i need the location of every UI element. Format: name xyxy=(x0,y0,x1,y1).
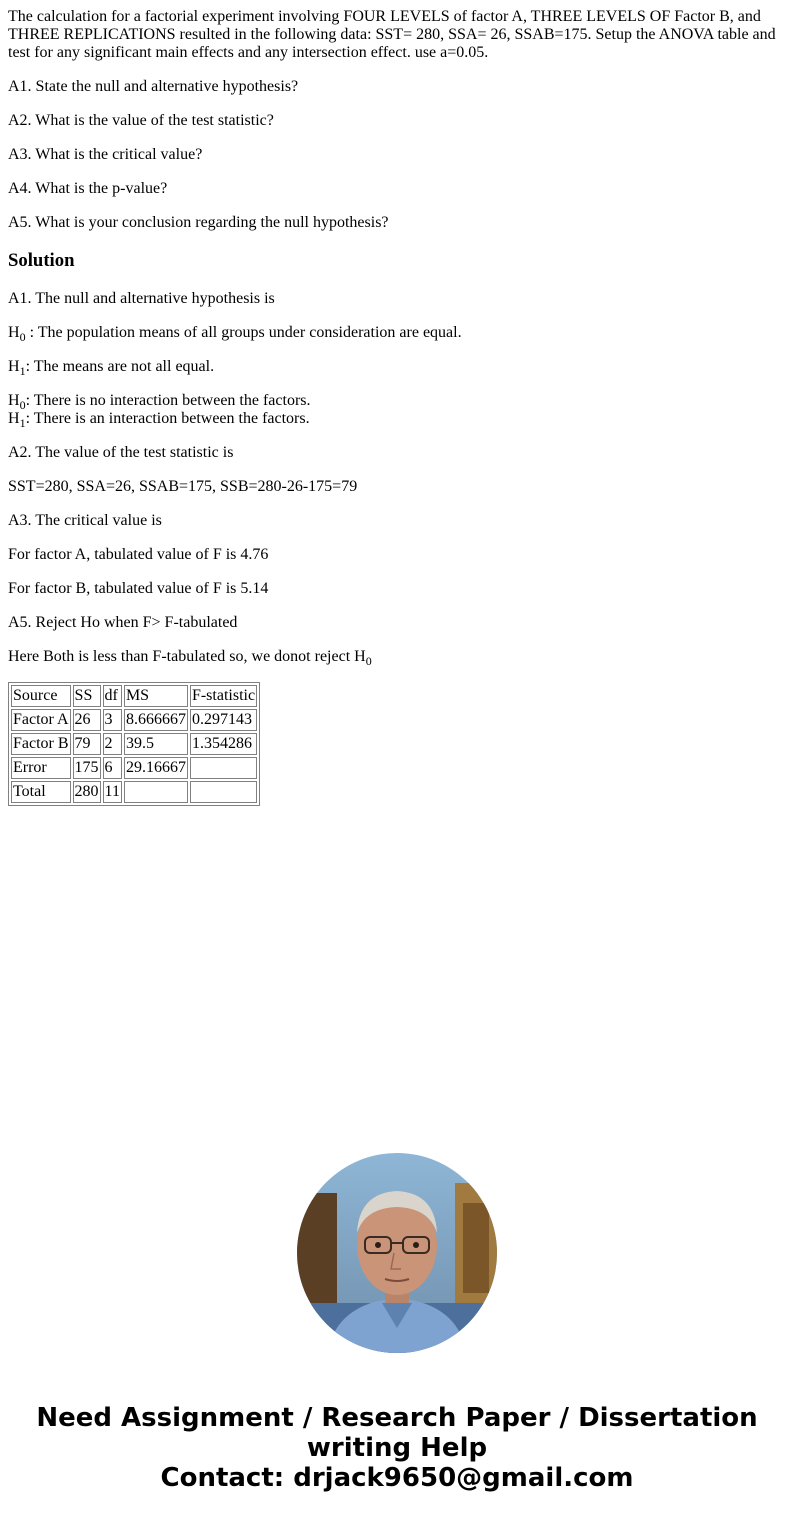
h-letter: H xyxy=(8,324,20,341)
cell-df: 2 xyxy=(103,733,122,755)
header-df: df xyxy=(103,685,122,707)
question-intro: The calculation for a factorial experiment involving FOUR LEVELS of factor A, THREE LEVELS OF Factor B, and THREE REPLICATIONS resulted in the following data: SST= 280, SSA= 26, SSAB=175. Setup the ANOVA table and test for any significant main effects and any intersection effect. use a=0.05. xyxy=(8,8,776,61)
document-body xyxy=(8,8,786,806)
footer-contact: Contact: drjack9650@gmail.com xyxy=(160,1463,634,1493)
cell-ms: 29.16667 xyxy=(124,757,188,779)
header-ms: MS xyxy=(124,685,188,707)
a1-intro: A1. The null and alternative hypothesis is xyxy=(8,290,275,307)
avatar-portrait xyxy=(297,1153,497,1353)
a3-intro: A3. The critical value is xyxy=(8,512,162,529)
h0-interaction xyxy=(8,392,786,413)
header-source: Source xyxy=(11,685,71,707)
cell-f-statistic: 0.297143 xyxy=(190,709,257,731)
footer-line-1: Need Assignment / Research Paper / Dissertation xyxy=(36,1403,758,1433)
footer-banner xyxy=(0,1403,794,1493)
header-f-statistic: F-statistic xyxy=(190,685,257,707)
table-row xyxy=(11,781,257,803)
a5-rule: A5. Reject Ho when F> F-tabulated xyxy=(8,614,238,631)
cell-source: Factor A xyxy=(11,709,71,731)
footer-line-2: writing Help xyxy=(306,1433,488,1463)
subscript-1: 1 xyxy=(19,364,26,379)
cell-ss: 280 xyxy=(73,781,101,803)
cell-ms: 8.666667 xyxy=(124,709,188,731)
subscript-1: 1 xyxy=(19,416,26,431)
avatar xyxy=(297,1153,497,1353)
cell-ms xyxy=(124,781,188,803)
subscript-0: 0 xyxy=(19,398,26,413)
anova-table xyxy=(8,682,260,806)
a5-conclusion xyxy=(8,648,786,669)
question-a2: A2. What is the value of the test statistic? xyxy=(8,112,274,129)
cell-df: 6 xyxy=(103,757,122,779)
cell-source: Factor B xyxy=(11,733,71,755)
interaction-hypotheses xyxy=(8,392,786,431)
table-header-row xyxy=(11,685,257,707)
question-a3: A3. What is the critical value? xyxy=(8,146,203,163)
cell-source: Error xyxy=(11,757,71,779)
h-letter: H xyxy=(8,392,20,409)
a2-intro: A2. The value of the test statistic is xyxy=(8,444,234,461)
h1-interaction xyxy=(8,410,786,431)
h0-main-text: : The population means of all groups under consideration are equal. xyxy=(25,324,462,341)
cell-ms: 39.5 xyxy=(124,733,188,755)
h-letter: H xyxy=(8,410,20,427)
h0-main-hypothesis xyxy=(8,324,786,345)
cell-ss: 175 xyxy=(73,757,101,779)
h0-interaction-text: : There is no interaction between the factors. xyxy=(25,392,311,409)
cell-ss: 79 xyxy=(73,733,101,755)
h1-interaction-text: : There is an interaction between the factors. xyxy=(25,410,310,427)
a5-conclusion-text: Here Both is less than F-tabulated so, we donot reject H xyxy=(8,648,366,665)
a2-values: SST=280, SSA=26, SSAB=175, SSB=280-26-175=79 xyxy=(8,478,358,495)
question-a1: A1. State the null and alternative hypothesis? xyxy=(8,78,299,95)
question-a4: A4. What is the p-value? xyxy=(8,180,168,197)
cell-df: 11 xyxy=(103,781,122,803)
table-row xyxy=(11,709,257,731)
a3-factor-b: For factor B, tabulated value of F is 5.14 xyxy=(8,580,269,597)
solution-heading: Solution xyxy=(8,250,75,271)
subscript-0: 0 xyxy=(19,330,26,345)
h-letter: H xyxy=(8,358,20,375)
cell-source: Total xyxy=(11,781,71,803)
subscript-0: 0 xyxy=(365,654,372,669)
table-row xyxy=(11,757,257,779)
cell-ss: 26 xyxy=(73,709,101,731)
a3-factor-a: For factor A, tabulated value of F is 4.76 xyxy=(8,546,269,563)
table-row xyxy=(11,733,257,755)
cell-f-statistic: 1.354286 xyxy=(190,733,257,755)
cell-f-statistic xyxy=(190,781,257,803)
cell-df: 3 xyxy=(103,709,122,731)
cell-f-statistic xyxy=(190,757,257,779)
question-a5: A5. What is your conclusion regarding the null hypothesis? xyxy=(8,214,389,231)
h1-main-hypothesis xyxy=(8,358,786,379)
h1-main-text: : The means are not all equal. xyxy=(25,358,215,375)
header-ss: SS xyxy=(73,685,101,707)
